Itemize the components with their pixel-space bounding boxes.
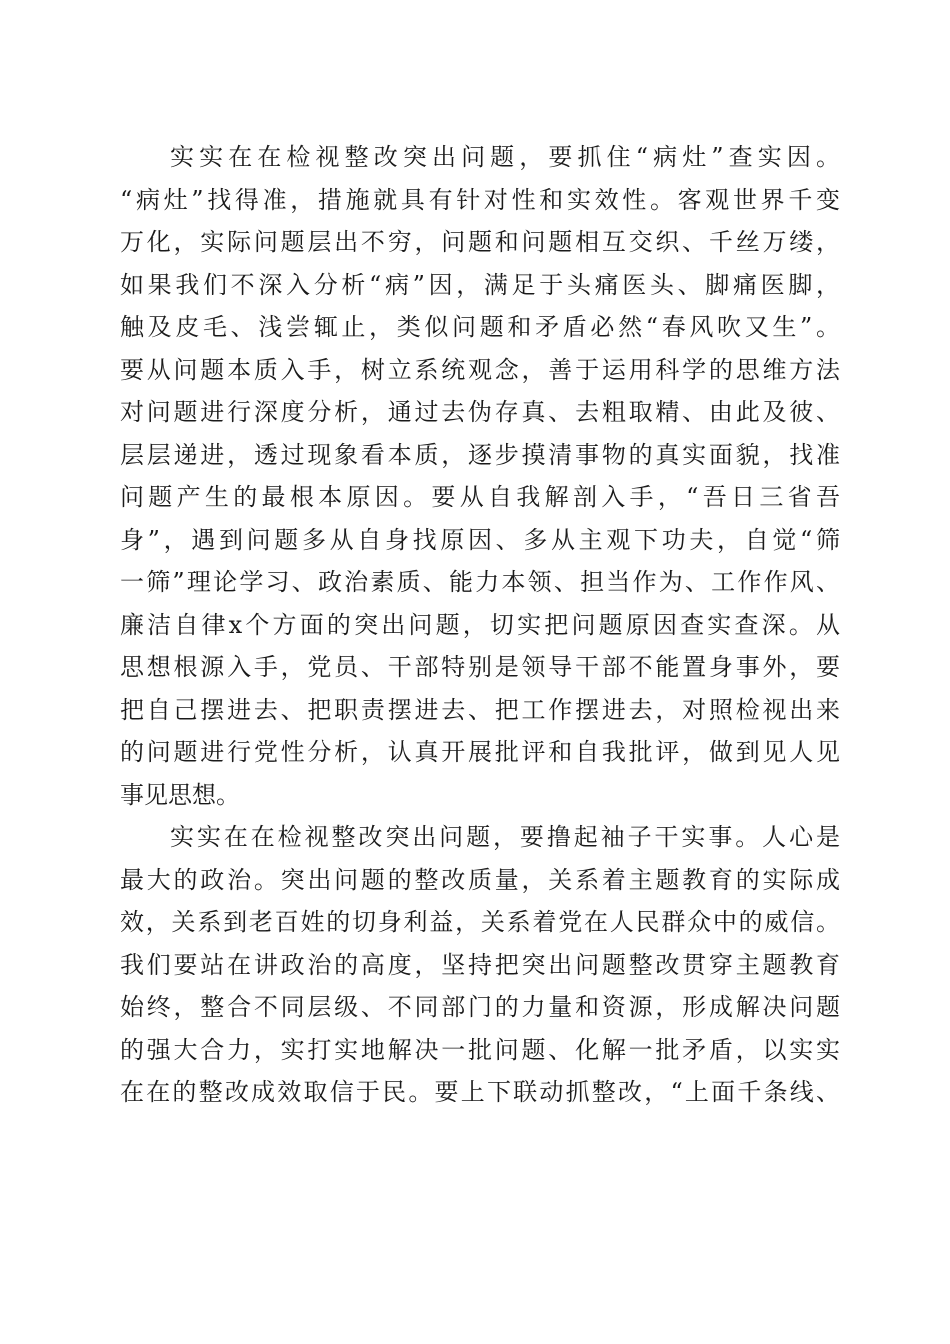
paragraph-line: 万化，实际问题层出不穷，问题和问题相互交织、千丝万缕， [120,228,840,256]
paragraph-line: 的问题进行党性分析，认真开展批评和自我批评，做到见人见 [120,738,840,766]
paragraph-line: 在在的整改成效取信于民。要上下联动抓整改，“上面千条线、 [120,1078,840,1106]
paragraph-line: 的强大合力，实打实地解决一批问题、化解一批矛盾，以实实 [120,1035,840,1064]
paragraph-line: 如果我们不深入分析“病”因，满足于头痛医头、脚痛医脚， [120,270,840,299]
paragraph-line: 效，关系到老百姓的切身利益，关系着党在人民群众中的威信。 [120,908,840,936]
paragraph-line: 层层递进，透过现象看本质，逐步摸清事物的真实面貌，找准 [120,440,840,469]
paragraph-line: 把自己摆进去、把职责摆进去、把工作摆进去，对照检视出来 [120,695,840,724]
paragraph-line: “病灶”找得准，措施就具有针对性和实效性。客观世界千变 [120,185,840,214]
paragraph-line: 我们要站在讲政治的高度，坚持把突出问题整改贯穿主题教育 [120,950,840,979]
paragraph-line: 对问题进行深度分析，通过去伪存真、去粗取精、由此及彼、 [120,398,840,426]
paragraph-line: 始终，整合不同层级、不同部门的力量和资源，形成解决问题 [120,993,840,1021]
paragraph-line: 身”，遇到问题多从自身找原因、多从主观下功夫，自觉“筛 [120,525,840,554]
paragraph-line: 事见思想。 [120,780,240,809]
paragraph-line: 触及皮毛、浅尝辄止，类似问题和矛盾必然“春风吹又生”。 [120,313,840,341]
paragraph-2 [120,816,840,1114]
paragraph-line: 一筛”理论学习、政治素质、能力本领、担当作为、工作作风、 [120,568,840,596]
paragraph-line: 要从问题本质入手，树立系统观念，善于运用科学的思维方法 [120,355,840,384]
paragraph-1 [120,136,840,816]
paragraph-line: 问题产生的最根本原因。要从自我解剖入手，“吾日三省吾 [120,483,840,511]
paragraph-line: 实实在在检视整改突出问题，要抓住“病灶”查实因。 [170,143,840,171]
document-body [120,136,840,1114]
paragraph-line: 最大的政治。突出问题的整改质量，关系着主题教育的实际成 [120,865,840,894]
paragraph-line: 思想根源入手，党员、干部特别是领导干部不能置身事外，要 [120,653,840,681]
paragraph-line: 廉洁自律x个方面的突出问题，切实把问题原因查实查深。从 [120,610,840,639]
paragraph-line: 实实在在检视整改突出问题，要撸起袖子干实事。人心是 [170,823,840,851]
